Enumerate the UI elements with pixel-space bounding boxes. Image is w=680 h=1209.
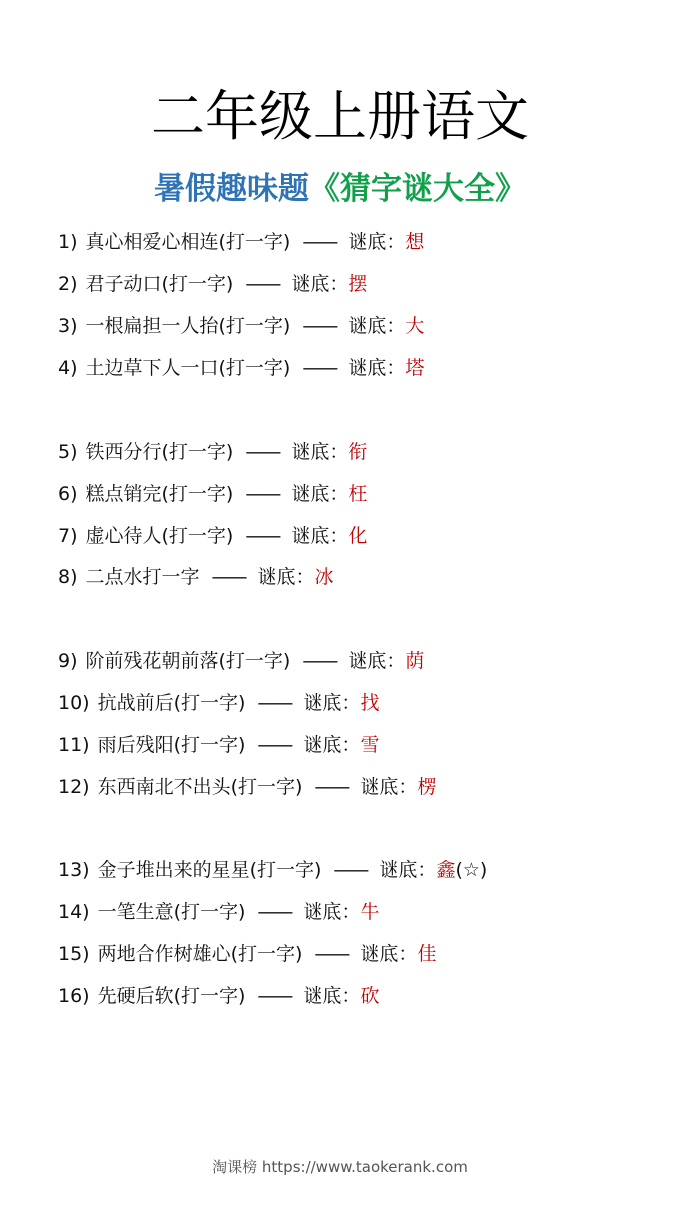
riddle-question: 雨后残阳(打一字) bbox=[97, 734, 246, 756]
riddle-item bbox=[58, 564, 334, 590]
riddle-item bbox=[58, 523, 367, 549]
riddle-question: 铁西分行(打一字) bbox=[85, 441, 234, 463]
riddle-number: 14) bbox=[58, 901, 90, 923]
riddle-question: 真心相爱心相连(打一字) bbox=[85, 231, 291, 253]
subtitle-book-title: 《猜字谜大全》 bbox=[309, 171, 526, 207]
answer-label: 谜底： bbox=[303, 692, 361, 714]
riddle-item bbox=[58, 732, 379, 758]
riddle-question: 二点水打一字 bbox=[85, 566, 200, 588]
riddle-number: 3) bbox=[58, 315, 78, 337]
riddle-number: 2) bbox=[58, 273, 78, 295]
riddle-question: 抗战前后(打一字) bbox=[97, 692, 246, 714]
answer-label: 谜底： bbox=[303, 901, 361, 923]
riddle-answer: 塔 bbox=[405, 357, 425, 379]
riddle-number: 1) bbox=[58, 231, 78, 253]
answer-label: 谜底： bbox=[257, 566, 315, 588]
riddle-item bbox=[58, 690, 379, 716]
riddle-dash: —— bbox=[257, 985, 292, 1007]
riddle-answer: 雪 bbox=[360, 734, 380, 756]
riddle-dash: —— bbox=[302, 650, 337, 672]
riddle-answer: 砍 bbox=[360, 985, 380, 1007]
riddle-item bbox=[58, 941, 436, 967]
riddle-number: 10) bbox=[58, 692, 90, 714]
riddle-dash: —— bbox=[257, 734, 292, 756]
riddle-answer: 荫 bbox=[405, 650, 425, 672]
riddle-answer: 摆 bbox=[348, 273, 368, 295]
footer-watermark: 淘课榜 https://www.taokerank.com bbox=[212, 1158, 468, 1176]
answer-label: 谜底： bbox=[360, 776, 418, 798]
riddle-number: 15) bbox=[58, 943, 90, 965]
subtitle-prefix: 暑假趣味题 bbox=[154, 171, 309, 207]
riddle-answer: 枉 bbox=[348, 483, 368, 505]
riddle-dash: —— bbox=[314, 943, 349, 965]
riddle-item bbox=[58, 857, 487, 883]
answer-label: 谜底： bbox=[303, 734, 361, 756]
riddle-dash: —— bbox=[245, 525, 280, 547]
answer-label: 谜底： bbox=[303, 985, 361, 1007]
riddle-dash: —— bbox=[245, 483, 280, 505]
riddle-dash: —— bbox=[257, 901, 292, 923]
riddle-question: 土边草下人一口(打一字) bbox=[85, 357, 291, 379]
riddle-answer: 想 bbox=[405, 231, 425, 253]
riddle-dash: —— bbox=[302, 357, 337, 379]
riddle-item bbox=[58, 229, 424, 255]
riddle-number: 12) bbox=[58, 776, 90, 798]
page-title: 二年级上册语文 bbox=[151, 85, 529, 148]
riddle-answer: 冰 bbox=[314, 566, 334, 588]
riddle-answer: 大 bbox=[405, 315, 425, 337]
riddle-number: 16) bbox=[58, 985, 90, 1007]
riddle-dash: —— bbox=[211, 566, 246, 588]
riddle-number: 11) bbox=[58, 734, 90, 756]
answer-label: 谜底： bbox=[379, 859, 437, 881]
riddle-answer: 鑫 bbox=[436, 859, 456, 881]
riddle-item bbox=[58, 271, 367, 297]
riddle-question: 糕点销完(打一字) bbox=[85, 483, 234, 505]
riddle-answer: 找 bbox=[360, 692, 380, 714]
answer-label: 谜底： bbox=[348, 650, 406, 672]
riddle-answer: 牛 bbox=[360, 901, 380, 923]
riddle-item bbox=[58, 355, 424, 381]
riddle-item bbox=[58, 439, 367, 465]
riddle-question: 一笔生意(打一字) bbox=[97, 901, 246, 923]
riddle-dash: —— bbox=[314, 776, 349, 798]
riddle-item bbox=[58, 648, 424, 674]
riddle-dash: —— bbox=[302, 231, 337, 253]
riddle-dash: —— bbox=[257, 692, 292, 714]
riddle-dash: —— bbox=[302, 315, 337, 337]
riddle-item bbox=[58, 481, 367, 507]
answer-label: 谜底： bbox=[360, 943, 418, 965]
riddle-question: 一根扁担一人抬(打一字) bbox=[85, 315, 291, 337]
riddle-question: 金子堆出来的星星(打一字) bbox=[97, 859, 322, 881]
riddle-dash: —— bbox=[245, 441, 280, 463]
riddle-answer: 衔 bbox=[348, 441, 368, 463]
riddle-item bbox=[58, 899, 379, 925]
riddle-dash: —— bbox=[245, 273, 280, 295]
riddle-number: 13) bbox=[58, 859, 90, 881]
answer-label: 谜底： bbox=[291, 483, 349, 505]
riddle-number: 9) bbox=[58, 650, 78, 672]
answer-label: 谜底： bbox=[291, 525, 349, 547]
answer-label: 谜底： bbox=[291, 273, 349, 295]
answer-label: 谜底： bbox=[348, 315, 406, 337]
riddle-dash: —— bbox=[333, 859, 368, 881]
answer-label: 谜底： bbox=[348, 357, 406, 379]
riddle-answer: 化 bbox=[348, 525, 368, 547]
riddle-item bbox=[58, 983, 379, 1009]
riddle-question: 君子动口(打一字) bbox=[85, 273, 234, 295]
riddle-number: 4) bbox=[58, 357, 78, 379]
riddle-question: 两地合作树雄心(打一字) bbox=[97, 943, 303, 965]
riddle-question: 虚心待人(打一字) bbox=[85, 525, 234, 547]
page-subtitle bbox=[0, 168, 680, 210]
riddle-item bbox=[58, 774, 436, 800]
riddle-number: 6) bbox=[58, 483, 78, 505]
riddle-number: 5) bbox=[58, 441, 78, 463]
riddle-answer: 佳 bbox=[417, 943, 437, 965]
riddle-answer-note: (☆) bbox=[455, 859, 488, 881]
riddle-number: 8) bbox=[58, 566, 78, 588]
riddle-question: 先硬后软(打一字) bbox=[97, 985, 246, 1007]
riddle-question: 东西南北不出头(打一字) bbox=[97, 776, 303, 798]
answer-label: 谜底： bbox=[348, 231, 406, 253]
riddle-number: 7) bbox=[58, 525, 78, 547]
riddle-item bbox=[58, 313, 424, 339]
riddle-answer: 楞 bbox=[417, 776, 437, 798]
riddle-question: 阶前残花朝前落(打一字) bbox=[85, 650, 291, 672]
answer-label: 谜底： bbox=[291, 441, 349, 463]
